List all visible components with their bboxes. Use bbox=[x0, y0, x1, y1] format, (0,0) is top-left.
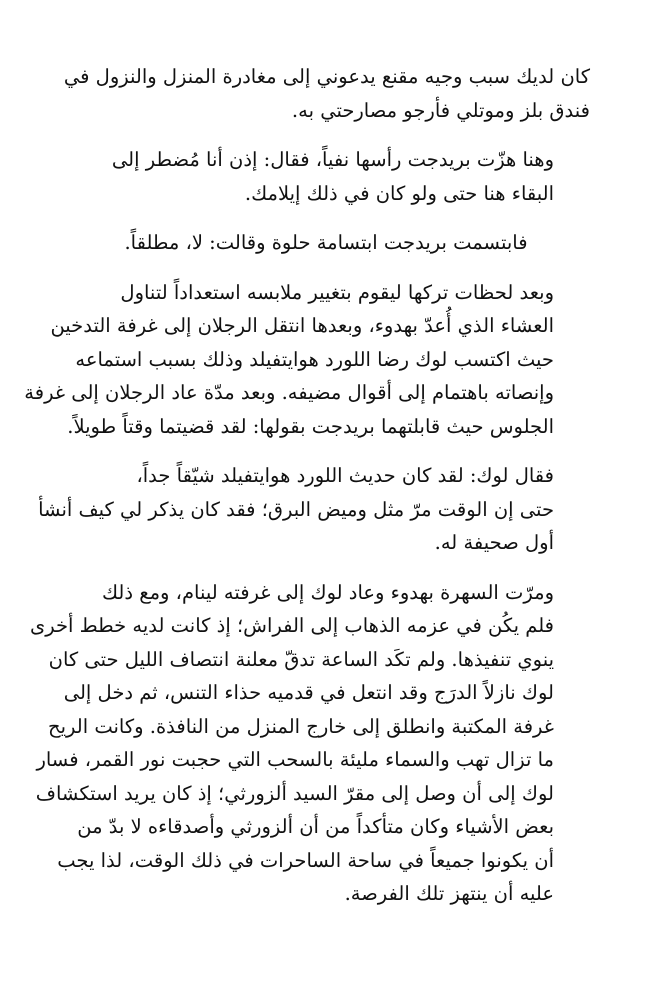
text-line: ما تزال تهب والسماء مليئة بالسحب التي حجبت نور القمر، فسار bbox=[36, 748, 554, 771]
text-line: بعض الأشياء وكان متأكداً من أن ألزورثي وأصدقاءه لا بدّ من bbox=[77, 815, 554, 838]
text-line: أول صحيفة له. bbox=[434, 531, 554, 554]
text-line: فلم يكُن في عزمه الذهاب إلى الفراش؛ إذ كانت لديه خطط أخرى bbox=[29, 614, 554, 637]
paragraph-1 bbox=[62, 60, 590, 127]
text-line: عليه أن ينتهز تلك الفرصة. bbox=[344, 882, 554, 905]
text-line: فندق بلز وموتلي فأرجو مصارحتي به. bbox=[291, 98, 590, 122]
text-line: البقاء هنا حتى ولو كان في ذلك إيلامك. bbox=[244, 181, 554, 205]
paragraph-2 bbox=[62, 143, 590, 210]
paragraph-5 bbox=[38, 459, 590, 560]
text-line: فابتسمت بريدجت ابتسامة حلوة وقالت: لا، مطلقاً. bbox=[124, 231, 528, 254]
text-line: كان لديك سبب وجيه مقنع يدعوني إلى مغادرة المنزل والنزول في bbox=[63, 65, 590, 88]
text-line: ينوي تنفيذها. ولم تكَد الساعة تدقّ معلنة انتصاف الليل حتى كان bbox=[48, 647, 554, 671]
paragraph-4 bbox=[24, 276, 590, 444]
paragraph-3 bbox=[62, 226, 590, 260]
text-line: فقال لوك: لقد كان حديث اللورد هوايتفيلد شيّقاً جداً، bbox=[136, 464, 554, 487]
text-line: وإنصاته باهتمام إلى أقوال مضيفه. وبعد مدّة عاد الرجلان إلى غرفة bbox=[24, 381, 554, 404]
text-line: أن يكونوا جميعاً في ساحة الساحرات في ذلك الوقت، لذا يجب bbox=[57, 848, 554, 872]
text-line: الجلوس حيث قابلتهما بريدجت بقولها: لقد قضيتما وقتاً طويلاً. bbox=[67, 414, 554, 438]
text-line: لوك نازلاً الدرَج وقد انتعل في قدميه حذاء التنس، ثم دخل إلى bbox=[63, 681, 554, 704]
text-line: العشاء الذي أُعدّ بهدوء، وبعدها انتقل الرجلان إلى غرفة التدخين bbox=[50, 314, 554, 337]
text-line: ومرّت السهرة بهدوء وعاد لوك إلى غرفته لينام، ومع ذلك bbox=[101, 580, 554, 604]
paragraph-6 bbox=[29, 576, 590, 911]
text-line: وبعد لحظات تركها ليقوم بتغيير ملابسه استعداداً لتناول bbox=[120, 280, 554, 304]
text-line: حتى إن الوقت مرّ مثل وميض البرق؛ فقد كان يذكر لي كيف أنشأ bbox=[38, 497, 554, 521]
text-line: وهنا هزّت بريدجت رأسها نفياً، فقال: إذن أنا مُضطر إلى bbox=[111, 148, 554, 171]
text-line: غرفة المكتبة وانطلق إلى خارج المنزل من النافذة. وكانت الريح bbox=[48, 714, 554, 738]
book-page bbox=[24, 60, 590, 927]
text-line: حيث اكتسب لوك رضا اللورد هوايتفيلد وذلك بسبب استماعه bbox=[75, 347, 554, 371]
text-line: لوك إلى أن وصل إلى مقرّ السيد ألزورثي؛ إذ كان يريد استكشاف bbox=[35, 781, 554, 805]
